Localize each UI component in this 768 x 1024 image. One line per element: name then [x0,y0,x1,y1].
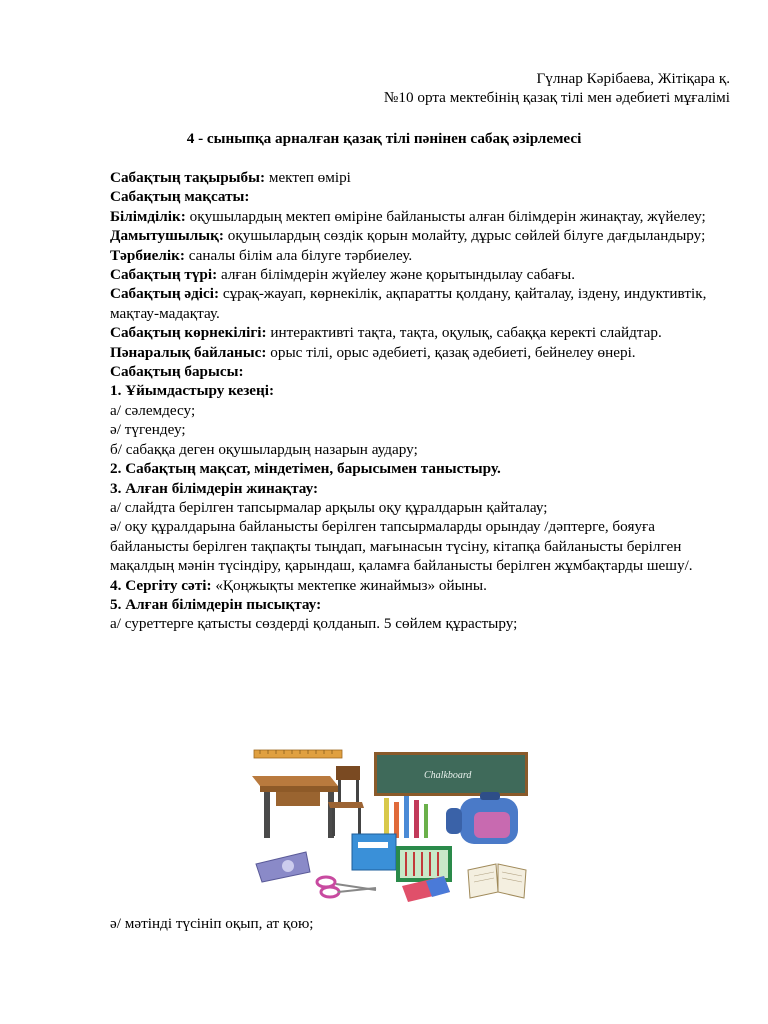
interdisciplinary-links [110,343,732,362]
stage-4-value: «Қоңжықты мектепке жинаймыз» ойыны. [211,576,487,594]
chalkboard-icon [374,752,528,796]
lesson-visuals [110,323,732,342]
stage-1-title [110,381,732,400]
course-heading-text: Сабақтың барысы: [110,363,244,381]
educational-value: оқушылардың мектеп өміріне байланысты алған білімдерін жинақтау, жүйелеу; [185,207,706,225]
lesson-visuals-label: Сабақтың көрнекілігі: [110,324,267,342]
course-heading [110,362,732,381]
stage-1-item-c: б/ сабаққа деген оқушылардың назарын аудару; [110,440,418,458]
stage-3-item-b: ә/ оқу құралдарына байланысты берілген тапсырмаларды орындау /дәптерге, бояуға байланысты берілген тақпақты тыңдап, мағынасын түсіну, кітапқа байланысты берілген мақалдың мәнін түсіндіру, қарындаш, қаламға байланысты берілген жұмбақтарды шешу/. [110,518,693,575]
desk-icon [252,776,338,838]
lesson-method-label: Сабақтың әдісі: [110,285,220,303]
developmental-aim [110,226,732,245]
stage-1-title-text: 1. Ұйымдастыру кезеңі: [110,382,275,400]
upbringing-aim [110,246,732,265]
stage-3-title-text: 3. Алған білімдерін жинақтау: [110,479,319,497]
stage-5-title-text: 5. Алған білімдерін пысықтау: [110,595,322,613]
pencils-icon [384,796,428,838]
lesson-type-value: алған білімдерін жүйелеу және қорытындылау сабағы. [217,266,576,284]
lesson-method-value: сұрақ-жауап, көрнекілік, ақпаратты қолдану, қайталау, іздену, индуктивтік, мақтау-мадақтау. [110,285,707,322]
stage-1-item-b: ә/ түгендеу; [110,421,186,439]
stage-4-line [110,576,732,595]
interdisciplinary-label: Пәнаралық байланыс: [110,343,267,361]
stage-3-item-a: а/ слайдта берілген тапсырмалар арқылы оқу құралдарын қайталау; [110,498,548,516]
author-block [384,69,730,108]
author-name: Гүлнар Кәрібаева, Жітіқара қ. [536,70,730,87]
lesson-type-label: Сабақтың түрі: [110,266,218,284]
chalkboard-text: Chalkboard [424,770,472,781]
aim-line [110,187,732,206]
educational-label: Білімділік: [110,207,186,225]
school-supplies-illustration [246,746,534,904]
topic-line [110,168,732,187]
stage-2-title [110,459,732,478]
stage-1-item-a: а/ сәлемдесу; [110,401,196,419]
stage-5-item-a: а/ суреттерге қатысты сөздерді қолданып. 5 сөйлем құрастыру; [110,615,518,633]
lesson-plan-body [110,168,732,634]
sharpener-icon [256,852,310,882]
upbringing-label: Тәрбиелік: [110,246,185,264]
interdisciplinary-value: орыс тілі, орыс әдебиеті, қазақ әдебиеті, бейнелеу өнері. [266,343,636,361]
aim-label: Сабақтың мақсаты: [110,188,250,206]
developmental-label: Дамытушылық: [110,227,224,245]
stage-5-title [110,595,732,614]
stage-4-label: 4. Сергіту сәті: [110,576,212,594]
developmental-value: оқушылардың сөздік қорын молайту, дұрыс сөйлей білуге дағдыландыру; [223,227,706,245]
educational-aim [110,207,732,226]
scissors-icon [317,877,376,897]
upbringing-value: саналы білім ала білуге тәрбиелеу. [184,246,413,264]
stage-5-item-b: ә/ мәтінді түсініп оқып, ат қою; [110,915,314,932]
topic-label: Сабақтың тақырыбы: [110,169,266,186]
lesson-method [110,284,732,323]
backpack-icon [446,792,518,844]
lesson-visuals-value: интерактивті тақта, тақта, оқулық, сабаққа керекті слайдтар. [266,324,662,342]
book-icon [468,864,526,898]
stage-2-title-text: 2. Сабақтың мақсат, міндетімен, барысымен таныстыру. [110,460,501,478]
ruler-icon [254,750,342,758]
author-position: №10 орта мектебінің қазақ тілі мен әдебиеті мұғалімі [383,89,730,107]
document-title: 4 - сыныпқа арналған қазақ тілі пәнінен сабақ әзірлемесі [186,130,582,147]
notebook-icon [352,834,396,870]
topic-value: мектеп өмірі [265,169,351,186]
stage-3-title [110,479,732,498]
post-figure-text [110,914,732,933]
lesson-type [110,265,732,284]
